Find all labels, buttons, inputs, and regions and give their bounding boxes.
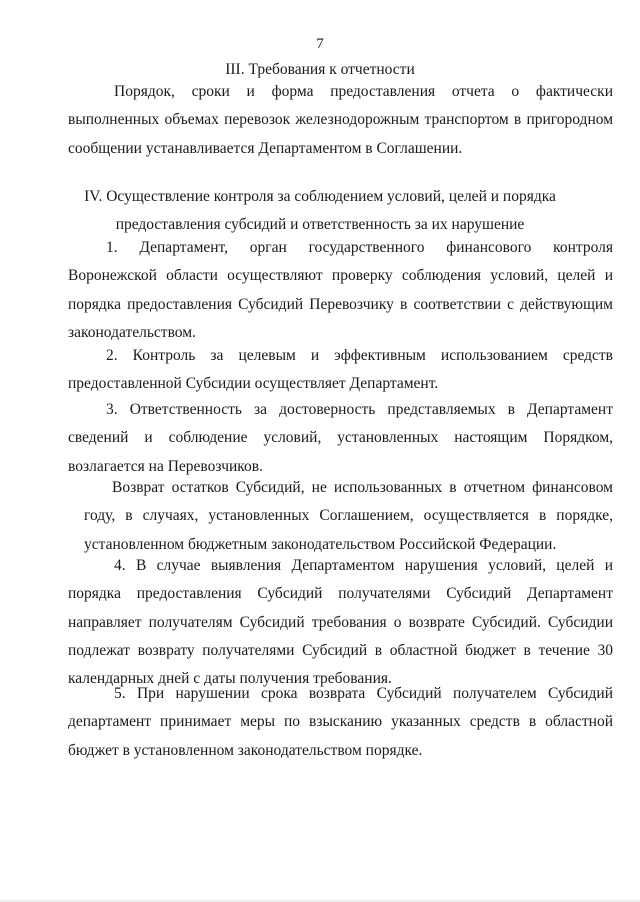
section-4-item-2: 2. Контроль за целевым и эффективным использованием средств предоставленной Субсидии осуществляет Департамент. xyxy=(68,347,613,393)
section-3-paragraph: Порядок, сроки и форма предоставления отчета о фактически выполненных объемах перевозок железнодорожным транспортом в пригородном сообщении устанавливается Департаментом в Соглашении. xyxy=(68,83,613,157)
page-bottom-edge xyxy=(0,898,640,902)
section-4-item-4: 4. В случае выявления Департаментом нарушения условий, целей и порядка предоставления Субсидий получателями Субсидий Департамент направляет получателям Субсидий требования о возврате Субсидий. Субсидии подлежат возврату получателями Субсидий в областной бюджет в течение 30 календарных дней с даты получения требования. xyxy=(68,557,613,688)
section-4-title-line-2: предоставления субсидий и ответственность за их нарушение xyxy=(115,216,525,233)
section-3-title: III. Требования к отчетности xyxy=(225,61,415,78)
section-4-refund-paragraph: Возврат остатков Субсидий, не использованных в отчетном финансовом году, в случаях, установленных Соглашением, осуществляется в порядке, установленном бюджетным законодательством Российской Федерации. xyxy=(84,479,613,553)
section-4-item-5: 5. При нарушении срока возврата Субсидий получателем Субсидий департамент принимает меры по взысканию указанных средств в областной бюджет в установленном законодательством порядке. xyxy=(68,685,613,759)
section-4-item-1: 1. Департамент, орган государственного финансового контроля Воронежской области осуществляют проверку соблюдения условий, целей и порядка предоставления Субсидий Перевозчику в соответствии с действующим законодательством. xyxy=(68,239,613,341)
page-number: 7 xyxy=(316,36,324,52)
section-4-title-line-1: IV. Осуществление контроля за соблюдением условий, целей и порядка xyxy=(84,188,556,205)
section-4-item-3: 3. Ответственность за достоверность представляемых в Департамент сведений и соблюдение условий, установленных настоящим Порядком, возлагается на Перевозчиков. xyxy=(68,401,613,475)
